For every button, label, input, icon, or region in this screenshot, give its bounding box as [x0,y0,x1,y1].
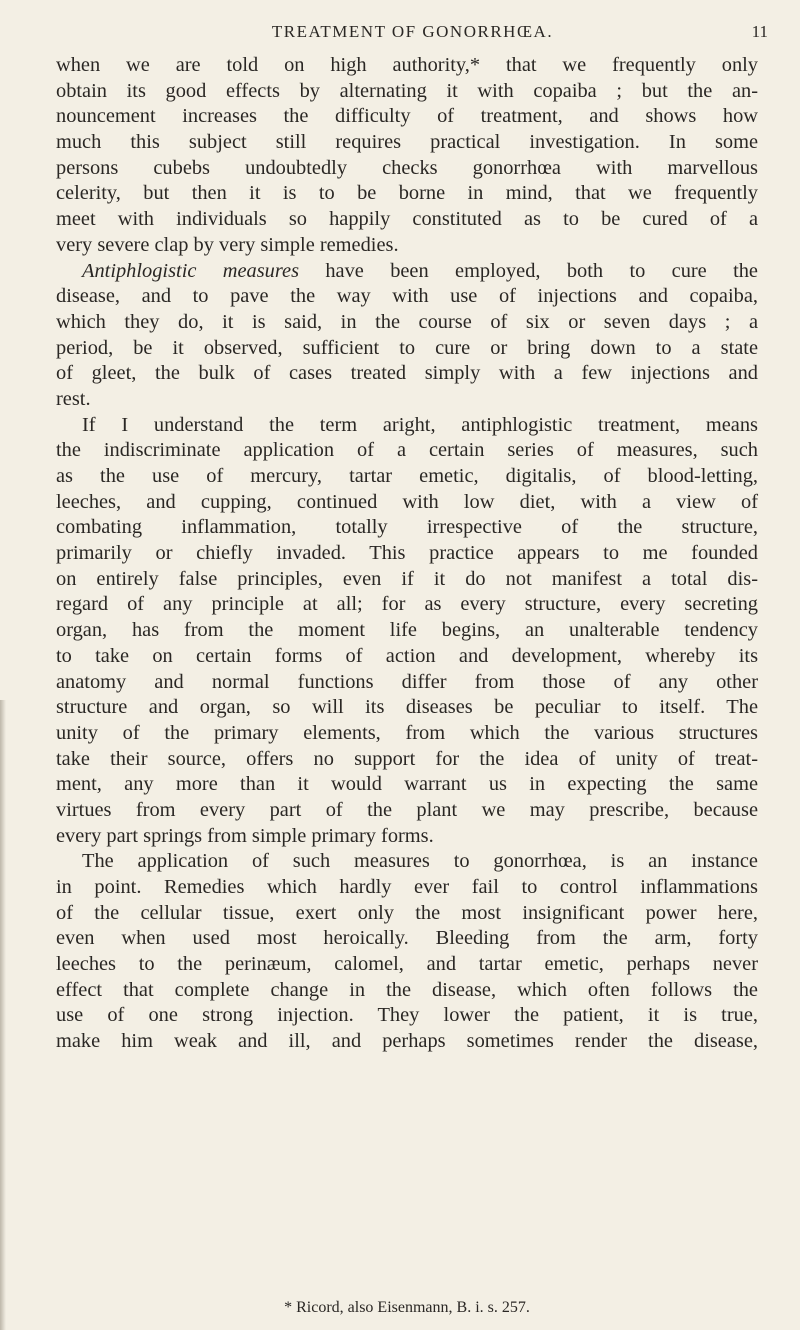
text-line: combating inflammation, totally irrespective of the structure, [56,516,758,539]
text-line: primarily or chiefly invaded. This practice appears to me founded [56,542,758,565]
text-line: take their source, offers no support for the idea of unity of treat- [56,747,758,770]
text-line: ment, any more than it would warrant us in expecting the same [56,773,758,796]
text-line: obtain its good effects by alternating it with copaiba ; but the an- [56,79,758,102]
running-head [55,4,770,44]
text-line: as the use of mercury, tartar emetic, digitalis, of blood-letting, [56,465,758,487]
text-line: on entirely false principles, even if it do not manifest a total dis- [56,567,758,590]
text-line: of gleet, the bulk of cases treated simply with a few injections and [56,362,758,385]
running-title: TREATMENT OF GONORRHŒA. [271,22,554,41]
text-line: leeches, and cupping, continued with low diet, with a view of [56,490,758,513]
text-line: celerity, but then it is to be borne in mind, that we frequently [56,182,758,205]
text-line: nouncement increases the difficulty of treatment, and shows how [56,105,758,128]
text-line: regard of any principle at all; for as every structure, every secreting [56,593,758,616]
text-line: The application of such measures to gonorrhœa, is an instance [82,850,758,873]
text-line: make him weak and ill, and perhaps sometimes render the disease, [56,1030,758,1053]
text-line: unity of the primary elements, from which the various structures [56,721,758,744]
text-line: to take on certain forms of action and development, whereby its [56,644,758,667]
text-line: rest. [56,387,91,410]
text-line-rest: have been employed, both to cure the [325,259,758,282]
italic-lead: Antiphlogistic measures [82,259,300,282]
text-line: even when used most heroically. Bleeding from the arm, forty [56,927,758,950]
text-line: anatomy and normal functions differ from those of any other [56,670,758,693]
text-line: persons cubebs undoubtedly checks gonorrhœa with marvellous [56,156,758,179]
text-line: virtues from every part of the plant we may prescribe, because [56,798,758,821]
text-line: very severe clap by very simple remedies. [56,233,399,256]
text-line: structure and organ, so will its diseases be peculiar to itself. The [56,696,758,719]
text-line: the indiscriminate application of a certain series of measures, such [56,439,758,462]
text-line: disease, and to pave the way with use of injections and copaiba, [56,285,758,308]
text-line: which they do, it is said, in the course of six or seven days ; a [56,310,758,333]
page-edge-shadow [0,700,6,1330]
page-number: 11 [751,22,768,41]
text-line: in point. Remedies which hardly ever fail to control inflammations [56,876,758,898]
text-line: effect that complete change in the disease, which often follows the [56,978,758,1001]
text-line: meet with individuals so happily constituted as to be cured of a [56,208,758,231]
text-line: much this subject still requires practical investigation. In some [56,131,758,154]
text-line: every part springs from simple primary forms. [56,824,434,847]
text-line-italic-lead [56,259,758,285]
text-line: leeches to the perinæum, calomel, and tartar emetic, perhaps never [56,953,758,976]
text-line: when we are told on high authority,* that we frequently only [56,54,758,76]
text-line: of the cellular tissue, exert only the most insignificant power here, [56,901,758,924]
text-line: use of one strong injection. They lower the patient, it is true, [56,1004,758,1027]
text-line: period, be it observed, sufficient to cure or bring down to a state [56,336,758,359]
footnote: * Ricord, also Eisenmann, B. i. s. 257. [284,1299,530,1316]
text-line: If I understand the term aright, antiphlogistic treatment, means [82,413,758,436]
body-text [56,53,758,1055]
text-line: organ, has from the moment life begins, an unalterable tendency [56,619,758,642]
